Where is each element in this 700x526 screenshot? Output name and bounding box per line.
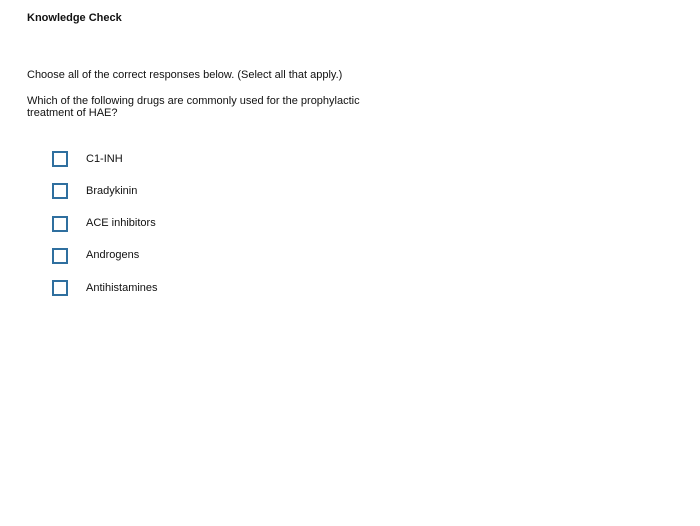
answer-option-label: ACE inhibitors <box>86 217 156 230</box>
answer-option-label: Bradykinin <box>86 184 138 197</box>
checkbox[interactable] <box>52 216 68 232</box>
answer-option-c1-inh[interactable] <box>52 151 158 167</box>
answer-options-list <box>52 151 158 312</box>
answer-option-androgens[interactable] <box>52 248 158 264</box>
answer-option-ace-inhibitors[interactable] <box>52 216 158 232</box>
checkbox[interactable] <box>52 183 68 199</box>
answer-option-label: Antihistamines <box>86 281 158 294</box>
answer-option-label: C1-INH <box>86 152 123 165</box>
checkbox[interactable] <box>52 248 68 264</box>
page-title: Knowledge Check <box>27 12 122 24</box>
answer-option-label: Androgens <box>86 249 140 262</box>
question-prompt: Which of the following drugs are commonly used for the prophylactic treatment of HAE? <box>27 95 360 119</box>
checkbox[interactable] <box>52 280 68 296</box>
answer-option-antihistamines[interactable] <box>52 280 158 296</box>
question-instruction: Choose all of the correct responses below. (Select all that apply.) <box>27 69 343 81</box>
answer-option-bradykinin[interactable] <box>52 183 158 199</box>
checkbox[interactable] <box>52 151 68 167</box>
